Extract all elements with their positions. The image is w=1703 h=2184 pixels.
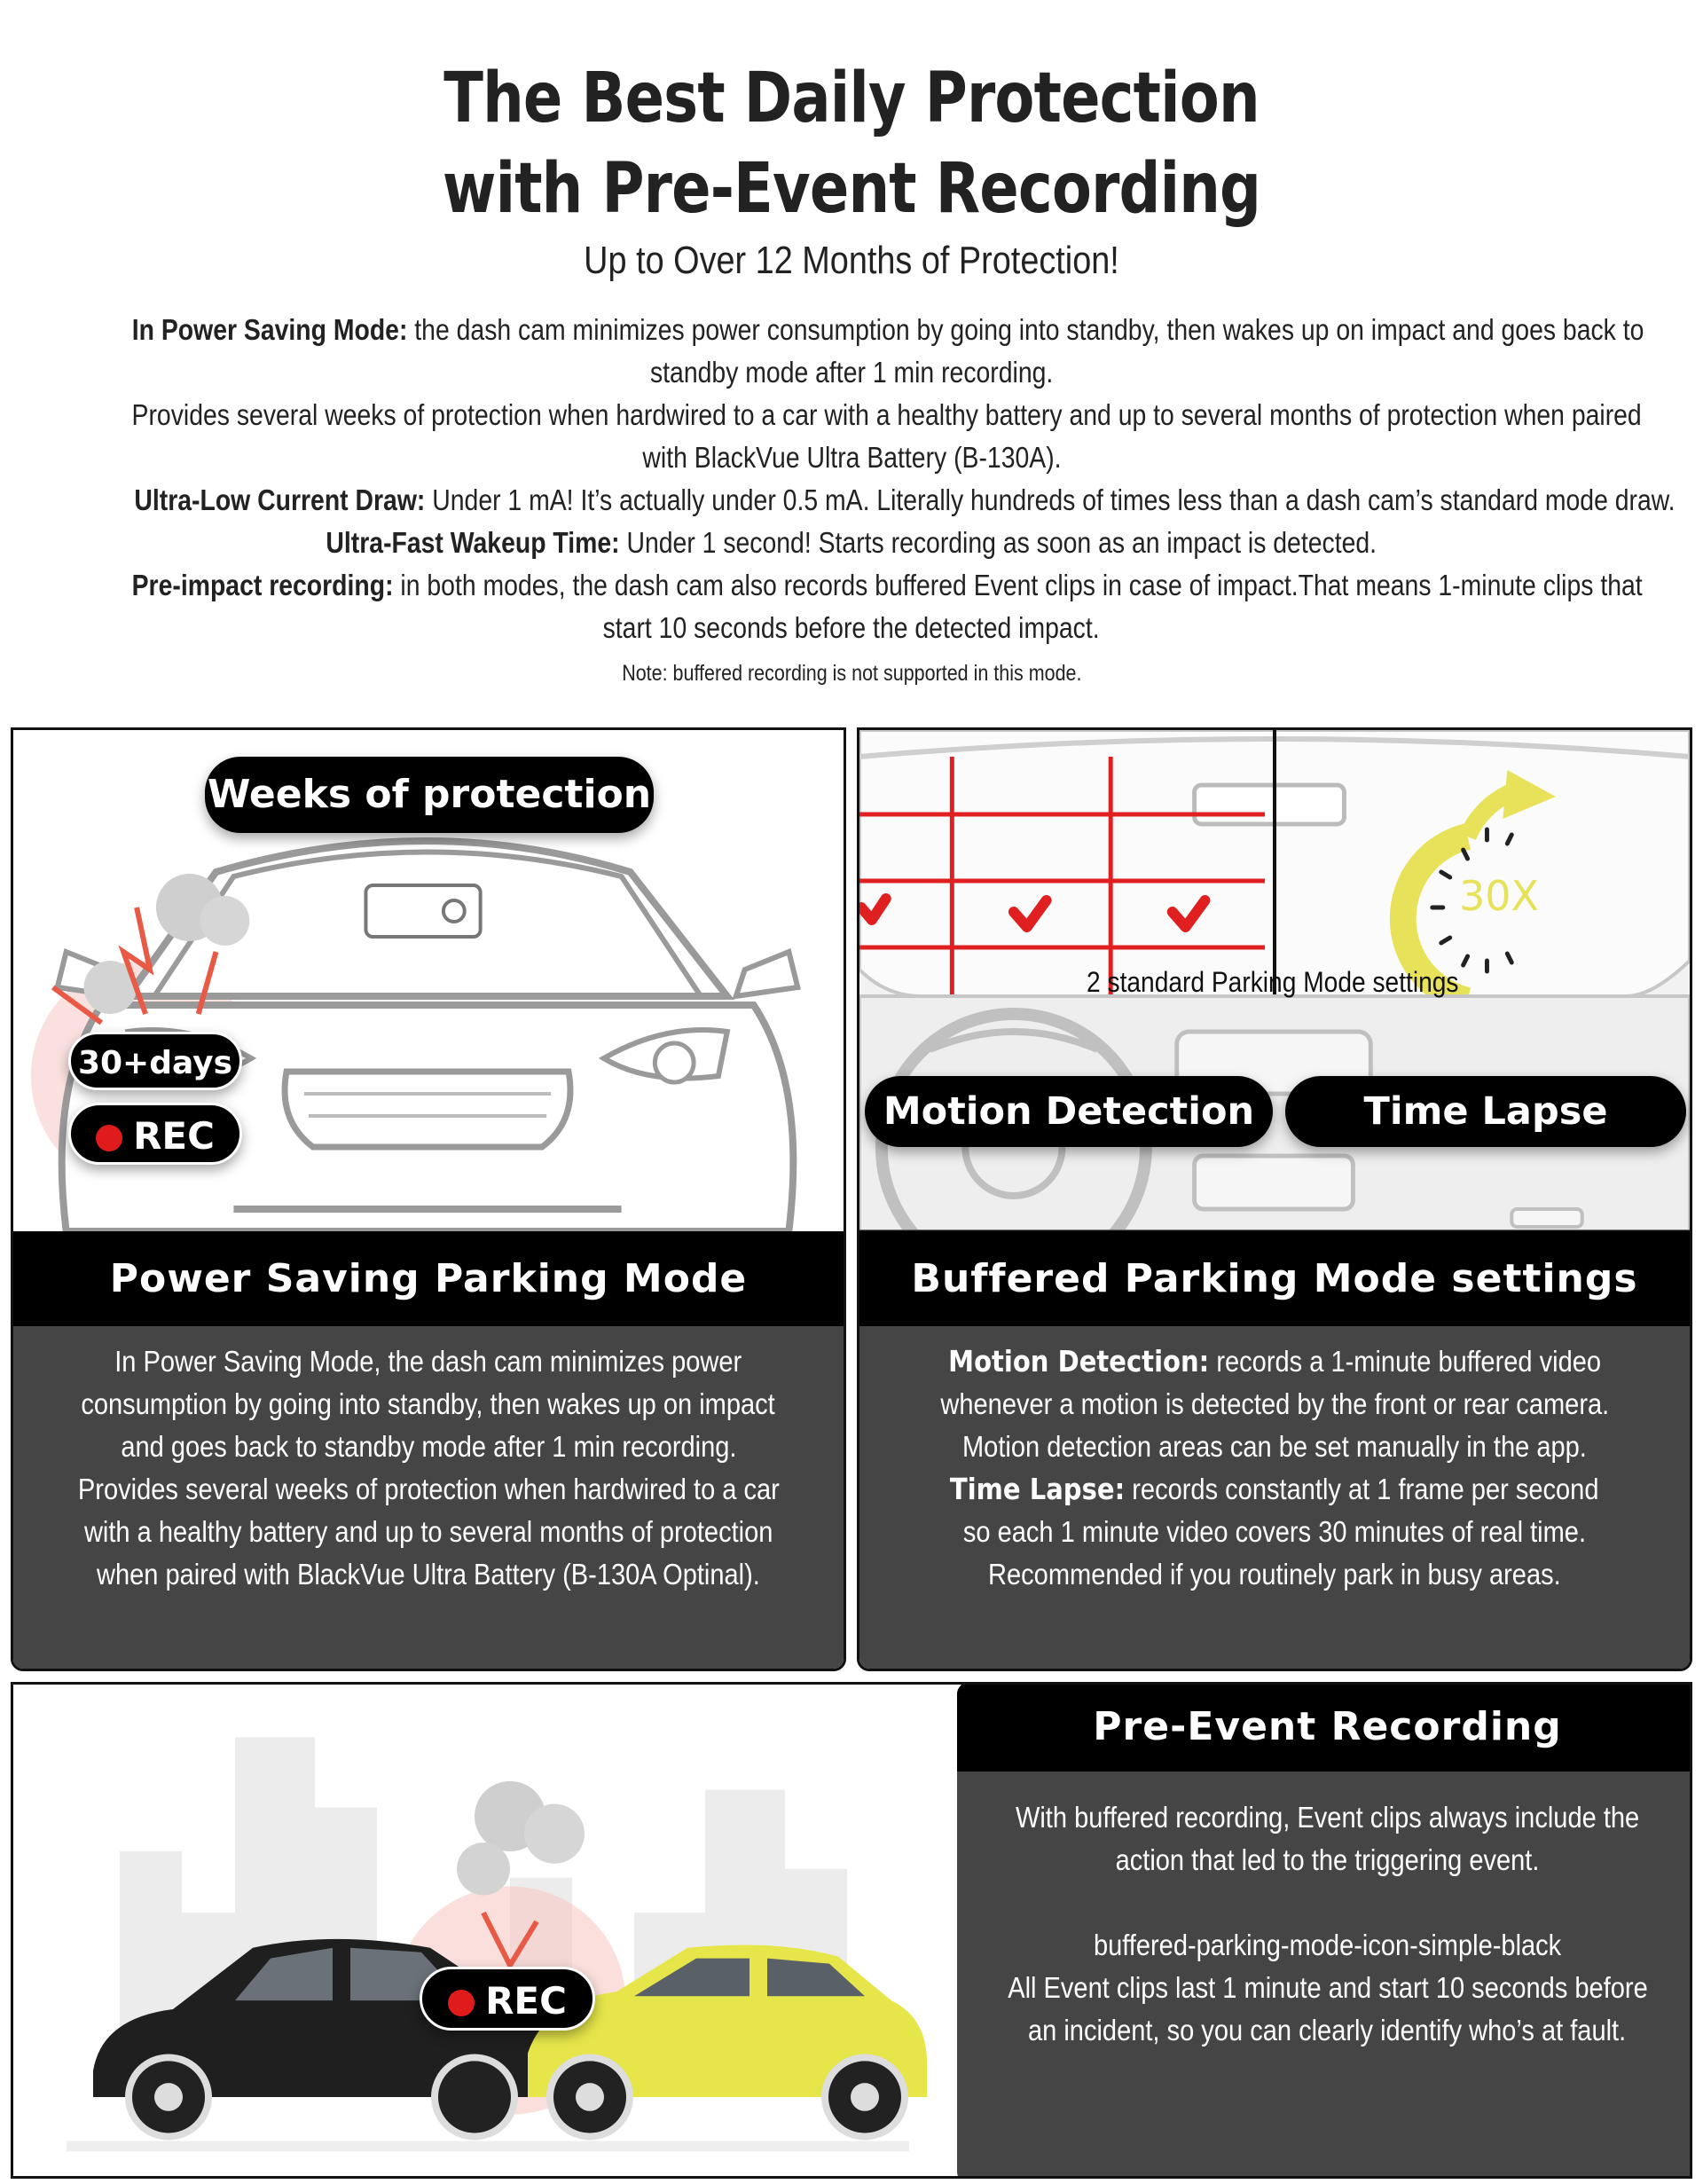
pre-event-box — [957, 1682, 1692, 2179]
pre-event-title: Pre-Event Recording — [957, 1682, 1692, 1772]
buffered-parking-description — [859, 1326, 1690, 1669]
motion-detection-label: Motion Detection: — [948, 1344, 1210, 1379]
intro-power-saving-label: In Power Saving Mode: — [131, 313, 408, 346]
collision-rec-badge — [420, 1967, 595, 2031]
motion-detection-text-3: Motion detection areas can be set manually in the app. — [962, 1430, 1587, 1463]
power-saving-line: Provides several weeks of protection when hardwired to a car — [77, 1473, 780, 1505]
intro-text — [9, 309, 1694, 693]
rec-badge-label: REC — [133, 1114, 215, 1158]
rec-badge — [68, 1103, 242, 1165]
page-title-line-1: The Best Daily Protection — [443, 59, 1260, 138]
days-badge: 30+days — [68, 1032, 242, 1090]
time-lapse-badge: Time Lapse — [1285, 1076, 1686, 1147]
rec-dot-icon — [96, 1125, 122, 1151]
time-lapse-text-3: Recommended if you routinely park in busy areas. — [988, 1558, 1561, 1591]
intro-provides-text: Provides several weeks of protection when hardwired to a car with a healthy battery and up to several months of protection when paired — [131, 398, 1642, 431]
motion-detection-badge: Motion Detection — [865, 1076, 1273, 1147]
intro-wakeup-label: Ultra-Fast Wakeup Time: — [326, 526, 620, 559]
power-saving-description — [13, 1326, 844, 1669]
pre-event-line: action that led to the triggering event. — [1115, 1843, 1540, 1876]
motion-detection-text: records a 1-minute buffered video — [1209, 1345, 1601, 1378]
intro-current-label: Ultra-Low Current Draw: — [134, 483, 426, 516]
intro-preimpact-text: in both modes, the dash cam also records buffered Event clips in case of impact.That means 1-minute clips that — [393, 569, 1643, 601]
page-subtitle: Up to Over 12 Months of Protection! — [584, 239, 1119, 282]
intro-preimpact-label: Pre-impact recording: — [131, 569, 394, 601]
time-lapse-text-2: so each 1 minute video covers 30 minutes of real time. — [962, 1515, 1587, 1548]
weeks-of-protection-badge: Weeks of protection — [205, 757, 654, 833]
intro-wakeup-text: Under 1 second! Starts recording as soon as an impact is detected. — [619, 526, 1377, 559]
intro-power-saving-text-cont: standby mode after 1 min recording. — [649, 356, 1054, 389]
intro-current-text: Under 1 mA! It’s actually under 0.5 mA. Literally hundreds of times less than a dash cam’s standard mode draw. — [425, 483, 1676, 516]
pre-event-section — [11, 1682, 1692, 2179]
intro-provides-text-cont: with BlackVue Ultra Battery (B-130A). — [641, 441, 1062, 474]
rec-dot-icon — [448, 1990, 475, 2016]
page-header — [0, 53, 1703, 286]
power-saving-line: and goes back to standby mode after 1 min recording. — [120, 1430, 737, 1463]
time-lapse-text: records constantly at 1 frame per second — [1125, 1473, 1599, 1505]
power-saving-line: consumption by going into standby, then wakes up on impact — [81, 1387, 776, 1420]
pre-event-icon-alt-text: buffered-parking-mode-icon-simple-black — [1093, 1929, 1562, 1961]
buffered-parking-panel — [857, 727, 1692, 1671]
pre-event-description — [957, 1772, 1692, 2052]
buffered-parking-title: Buffered Parking Mode settings — [859, 1231, 1690, 1326]
power-saving-line: with a healthy battery and up to several months of protection — [83, 1515, 773, 1548]
motion-detection-text-2: whenever a motion is detected by the front or rear camera. — [940, 1387, 1609, 1420]
page-title-line-2: with Pre-Event Recording — [442, 149, 1261, 229]
power-saving-line: when paired with BlackVue Ultra Battery (B-130A Optinal). — [97, 1558, 760, 1591]
timelapse-speed-label: 30X — [1459, 872, 1540, 920]
pre-event-line: With buffered recording, Event clips always include the — [1015, 1801, 1640, 1834]
intro-power-saving-text: the dash cam minimizes power consumption by going into standby, then wakes up on impact and goes back to — [407, 313, 1644, 346]
power-saving-line: In Power Saving Mode, the dash cam minimizes power — [114, 1345, 742, 1378]
time-lapse-label: Time Lapse: — [950, 1472, 1126, 1506]
parking-settings-caption: 2 standard Parking Mode settings — [1087, 966, 1459, 998]
pre-event-line: an incident, so you can clearly identify who’s at fault. — [1028, 2014, 1627, 2047]
pre-event-line: All Event clips last 1 minute and start 10 seconds before — [1007, 1971, 1648, 2004]
collision-illustration — [13, 1685, 962, 2176]
collision-rec-label: REC — [485, 1979, 567, 2023]
intro-note: Note: buffered recording is not supported in this mode. — [621, 661, 1082, 686]
power-saving-title: Power Saving Parking Mode — [13, 1231, 844, 1326]
intro-preimpact-text-cont: start 10 seconds before the detected impact. — [602, 611, 1101, 644]
power-saving-panel — [11, 727, 846, 1671]
